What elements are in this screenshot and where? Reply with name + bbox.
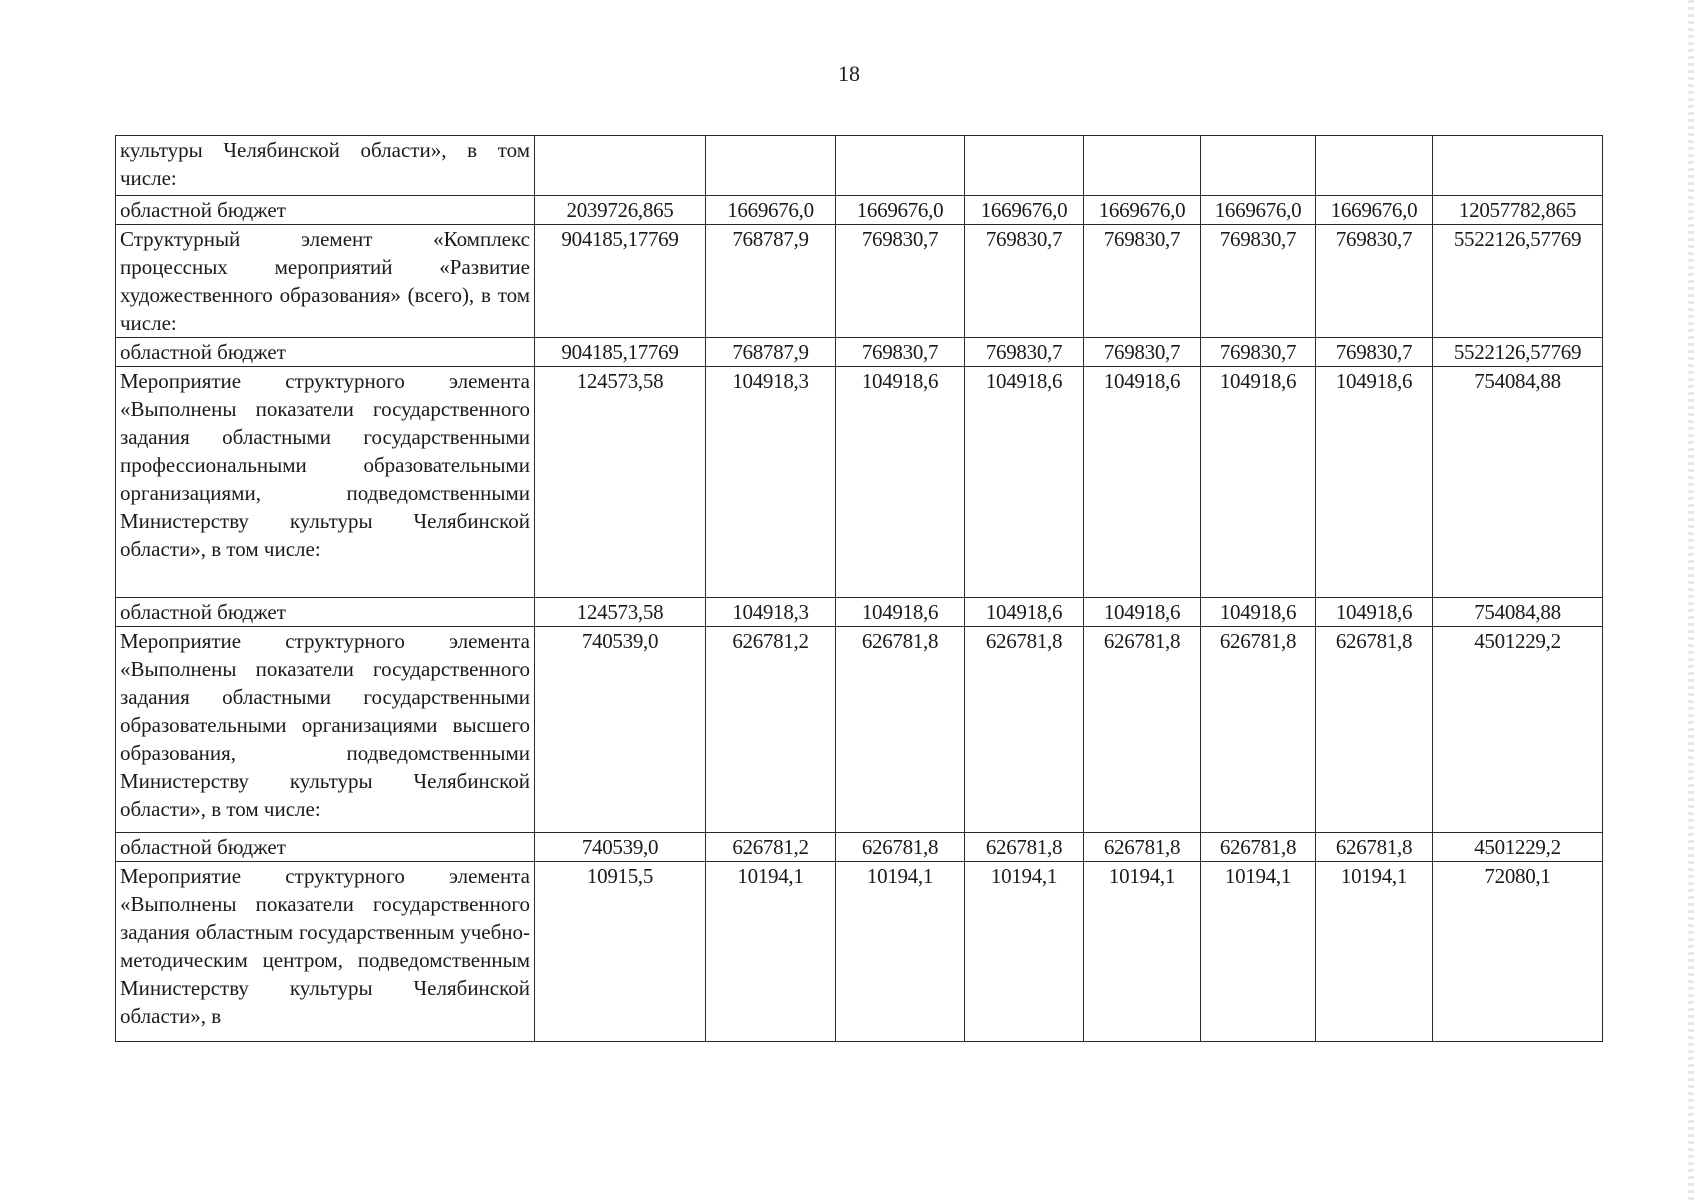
year-value-cell (535, 136, 706, 196)
row-name-cell: областной бюджет (116, 338, 535, 367)
year-value-cell: 104918,6 (965, 367, 1084, 598)
year-value-cell: 769830,7 (1201, 225, 1316, 338)
year-value-cell: 2039726,865 (535, 196, 706, 225)
year-value-cell: 769830,7 (965, 225, 1084, 338)
total-value-cell: 754084,88 (1433, 367, 1603, 598)
row-name-cell: культуры Челябинской области», в том числе: (116, 136, 535, 196)
year-value-cell: 626781,8 (1201, 833, 1316, 862)
row-name-cell: Мероприятие структурного элемента «Выполнены показатели государственного задания областными государственными образовательными организациями высшего образования, подведомственными Министерству культуры Челябинской области», в том числе: (116, 627, 535, 833)
row-name-cell: Мероприятие структурного элемента «Выполнены показатели государственного задания областным государственным учебно-методическим центром, подведомственным Министерству культуры Челябинской области», в (116, 862, 535, 1042)
year-value-cell: 10194,1 (1201, 862, 1316, 1042)
year-value-cell (1316, 136, 1433, 196)
year-value-cell: 626781,8 (1084, 833, 1201, 862)
year-value-cell: 626781,2 (706, 627, 836, 833)
year-value-cell: 626781,8 (965, 833, 1084, 862)
year-value-cell: 768787,9 (706, 338, 836, 367)
row-name-cell: областной бюджет (116, 598, 535, 627)
year-value-cell: 626781,8 (836, 627, 965, 833)
year-value-cell: 769830,7 (1201, 338, 1316, 367)
row-name-cell: Мероприятие структурного элемента «Выполнены показатели государственного задания областными государственными профессиональными образовательными организациями, подведомственными Министерству культуры Челябинской области», в том числе: (116, 367, 535, 598)
year-value-cell: 1669676,0 (1084, 196, 1201, 225)
table-row-regional-budget (116, 338, 1603, 367)
year-value-cell: 769830,7 (836, 338, 965, 367)
year-value-cell: 10194,1 (1316, 862, 1433, 1042)
total-value-cell: 754084,88 (1433, 598, 1603, 627)
table-row-item (116, 862, 1603, 1042)
year-value-cell: 10194,1 (706, 862, 836, 1042)
year-value-cell: 1669676,0 (965, 196, 1084, 225)
year-value-cell: 1669676,0 (1316, 196, 1433, 225)
year-value-cell (1201, 136, 1316, 196)
year-value-cell: 769830,7 (836, 225, 965, 338)
table-row-item (116, 627, 1603, 833)
table-row-item (116, 225, 1603, 338)
total-value-cell: 5522126,57769 (1433, 338, 1603, 367)
table-row-regional-budget (116, 196, 1603, 225)
year-value-cell: 768787,9 (706, 225, 836, 338)
table-row-regional-budget (116, 598, 1603, 627)
year-value-cell: 626781,8 (965, 627, 1084, 833)
total-value-cell: 4501229,2 (1433, 627, 1603, 833)
row-name-cell: Структурный элемент «Комплекс процессных мероприятий «Развитие художественного образования» (всего), в том числе: (116, 225, 535, 338)
year-value-cell: 104918,6 (1316, 367, 1433, 598)
year-value-cell: 124573,58 (535, 598, 706, 627)
year-value-cell: 904185,17769 (535, 225, 706, 338)
year-value-cell: 104918,6 (836, 598, 965, 627)
year-value-cell: 104918,6 (1316, 598, 1433, 627)
year-value-cell: 1669676,0 (1201, 196, 1316, 225)
year-value-cell: 10194,1 (965, 862, 1084, 1042)
table-row-regional-budget (116, 833, 1603, 862)
table-row-item (116, 367, 1603, 598)
year-value-cell: 104918,6 (836, 367, 965, 598)
year-value-cell: 104918,6 (965, 598, 1084, 627)
year-value-cell: 904185,17769 (535, 338, 706, 367)
row-name-cell: областной бюджет (116, 833, 535, 862)
year-value-cell: 626781,2 (706, 833, 836, 862)
page-number: 18 (838, 61, 860, 86)
year-value-cell: 104918,6 (1084, 598, 1201, 627)
total-value-cell (1433, 136, 1603, 196)
year-value-cell: 769830,7 (1084, 225, 1201, 338)
year-value-cell: 104918,3 (706, 598, 836, 627)
year-value-cell: 626781,8 (1201, 627, 1316, 833)
table-row-item (116, 136, 1603, 196)
year-value-cell: 769830,7 (1316, 225, 1433, 338)
year-value-cell: 104918,6 (1084, 367, 1201, 598)
year-value-cell: 769830,7 (965, 338, 1084, 367)
year-value-cell: 1669676,0 (706, 196, 836, 225)
year-value-cell: 769830,7 (1084, 338, 1201, 367)
year-value-cell: 124573,58 (535, 367, 706, 598)
year-value-cell: 626781,8 (1316, 627, 1433, 833)
year-value-cell: 104918,3 (706, 367, 836, 598)
year-value-cell: 10194,1 (836, 862, 965, 1042)
year-value-cell: 626781,8 (1084, 627, 1201, 833)
year-value-cell (836, 136, 965, 196)
year-value-cell: 769830,7 (1316, 338, 1433, 367)
total-value-cell: 5522126,57769 (1433, 225, 1603, 338)
year-value-cell: 626781,8 (836, 833, 965, 862)
year-value-cell (965, 136, 1084, 196)
budget-table-body (116, 136, 1603, 1042)
year-value-cell: 10194,1 (1084, 862, 1201, 1042)
total-value-cell: 72080,1 (1433, 862, 1603, 1042)
year-value-cell: 10915,5 (535, 862, 706, 1042)
year-value-cell: 740539,0 (535, 833, 706, 862)
scan-edge-artifact (1688, 0, 1694, 1200)
year-value-cell: 740539,0 (535, 627, 706, 833)
year-value-cell (1084, 136, 1201, 196)
budget-table (115, 135, 1603, 1042)
year-value-cell: 104918,6 (1201, 598, 1316, 627)
year-value-cell: 626781,8 (1316, 833, 1433, 862)
row-name-cell: областной бюджет (116, 196, 535, 225)
total-value-cell: 12057782,865 (1433, 196, 1603, 225)
total-value-cell: 4501229,2 (1433, 833, 1603, 862)
year-value-cell: 1669676,0 (836, 196, 965, 225)
year-value-cell: 104918,6 (1201, 367, 1316, 598)
year-value-cell (706, 136, 836, 196)
